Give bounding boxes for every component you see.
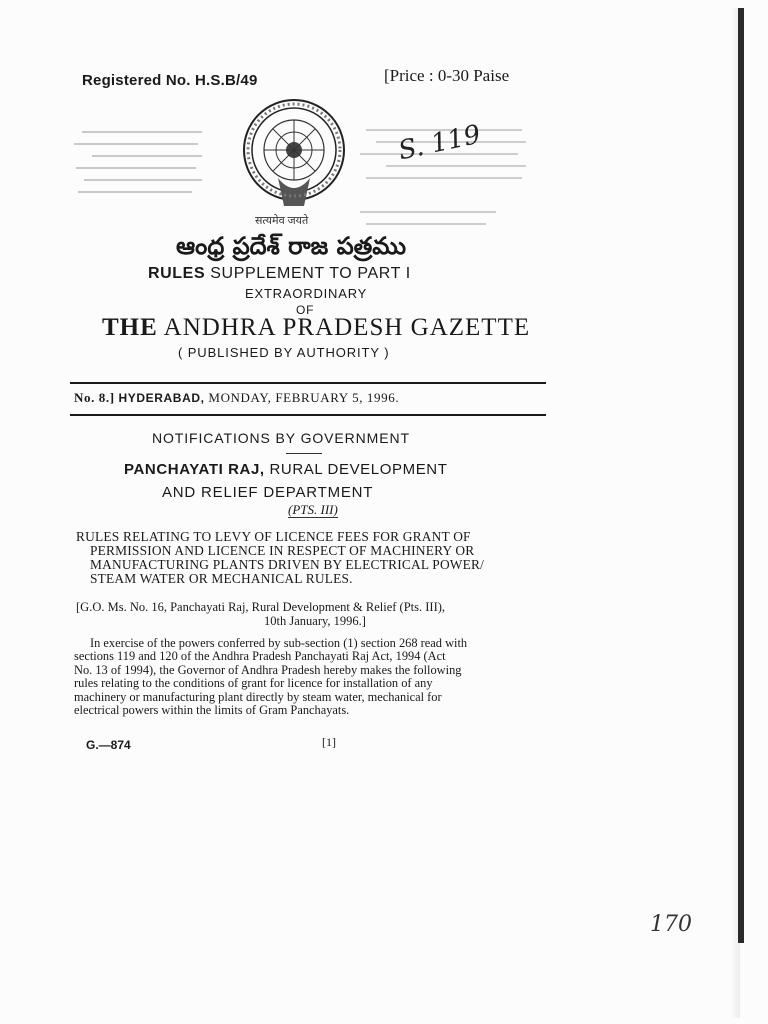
price-label: [Price : 0-30 Paise bbox=[384, 66, 510, 85]
department-line-1 bbox=[124, 461, 448, 478]
rule-title-line: STEAM WATER OR MECHANICAL RULES. bbox=[90, 571, 353, 586]
body-paragraph bbox=[74, 637, 564, 717]
gazette-the: THE bbox=[102, 314, 158, 341]
registration-number: Registered No. H.S.B/49 bbox=[82, 72, 258, 89]
divider-top bbox=[70, 382, 546, 384]
state-emblem-icon bbox=[238, 98, 350, 210]
issue-line bbox=[74, 390, 399, 406]
department-bold: PANCHAYATI RAJ, bbox=[124, 461, 265, 478]
go-reference-line: [G.O. Ms. No. 16, Panchayati Raj, Rural Development & Relief (Pts. III), bbox=[76, 600, 446, 614]
published-by-authority: ( PUBLISHED BY AUTHORITY ) bbox=[178, 345, 390, 360]
divider-bottom bbox=[70, 414, 546, 416]
footer-code: G.—874 bbox=[86, 738, 131, 752]
extraordinary-label: EXTRAORDINARY bbox=[245, 286, 368, 301]
body-line: machinery or manufacturing plant directly by steam water, mechanical for bbox=[74, 689, 442, 704]
body-line: rules relating to the conditions of grant for licence for installation of any bbox=[74, 676, 433, 691]
department-line-2: AND RELIEF DEPARTMENT bbox=[162, 484, 374, 501]
notifications-heading: NOTIFICATIONS BY GOVERNMENT bbox=[152, 430, 410, 446]
issue-city: HYDERABAD, bbox=[118, 391, 205, 405]
supplement-prefix: RULES bbox=[148, 265, 206, 282]
supplement-rest: SUPPLEMENT TO PART I bbox=[210, 265, 411, 282]
body-line: No. 13 of 1994), the Governor of Andhra Pradesh hereby makes the following bbox=[74, 662, 462, 677]
show-through-lines bbox=[72, 128, 202, 198]
department-rest: RURAL DEVELOPMENT bbox=[269, 461, 448, 478]
rule-title-line: RULES RELATING TO LEVY OF LICENCE FEES FOR GRANT OF bbox=[76, 529, 471, 544]
body-line: In exercise of the powers conferred by sub-section (1) section 268 read with bbox=[90, 636, 468, 650]
issue-number: No. 8.] bbox=[74, 390, 115, 405]
rule-title bbox=[76, 530, 554, 586]
page-binding-edge bbox=[738, 8, 744, 943]
go-reference bbox=[76, 600, 554, 628]
supplement-title bbox=[148, 265, 411, 283]
body-line: electrical powers within the limits of Gram Panchayats. bbox=[74, 703, 350, 718]
emblem-motto: सत्यमेव जयते bbox=[255, 215, 309, 227]
show-through-bleed bbox=[72, 128, 202, 198]
issue-date: MONDAY, FEBRUARY 5, 1996. bbox=[208, 390, 400, 405]
heading-dash bbox=[286, 453, 322, 454]
go-reference-date: 10th January, 1996.] bbox=[264, 614, 366, 628]
handwritten-reference: S. 119 bbox=[395, 119, 484, 167]
gazette-title bbox=[102, 314, 530, 342]
of-label: OF bbox=[296, 303, 315, 317]
body-line: sections 119 and 120 of the Andhra Pradesh Panchayati Raj Act, 1994 (Act bbox=[74, 649, 446, 664]
handwritten-page-number: 170 bbox=[650, 912, 692, 937]
page-number: [1] bbox=[322, 735, 336, 749]
rule-title-line: PERMISSION AND LICENCE IN RESPECT OF MACHINERY OR bbox=[90, 543, 475, 558]
section-label: (PTS. III) bbox=[288, 502, 338, 517]
rule-title-line: MANUFACTURING PLANTS DRIVEN BY ELECTRICAL POWER/ bbox=[90, 557, 485, 572]
telugu-masthead: ఆంధ్ర ప్రదేశ్ రాజ పత్రము bbox=[176, 232, 407, 260]
gazette-name: ANDHRA PRADESH GAZETTE bbox=[163, 314, 531, 341]
